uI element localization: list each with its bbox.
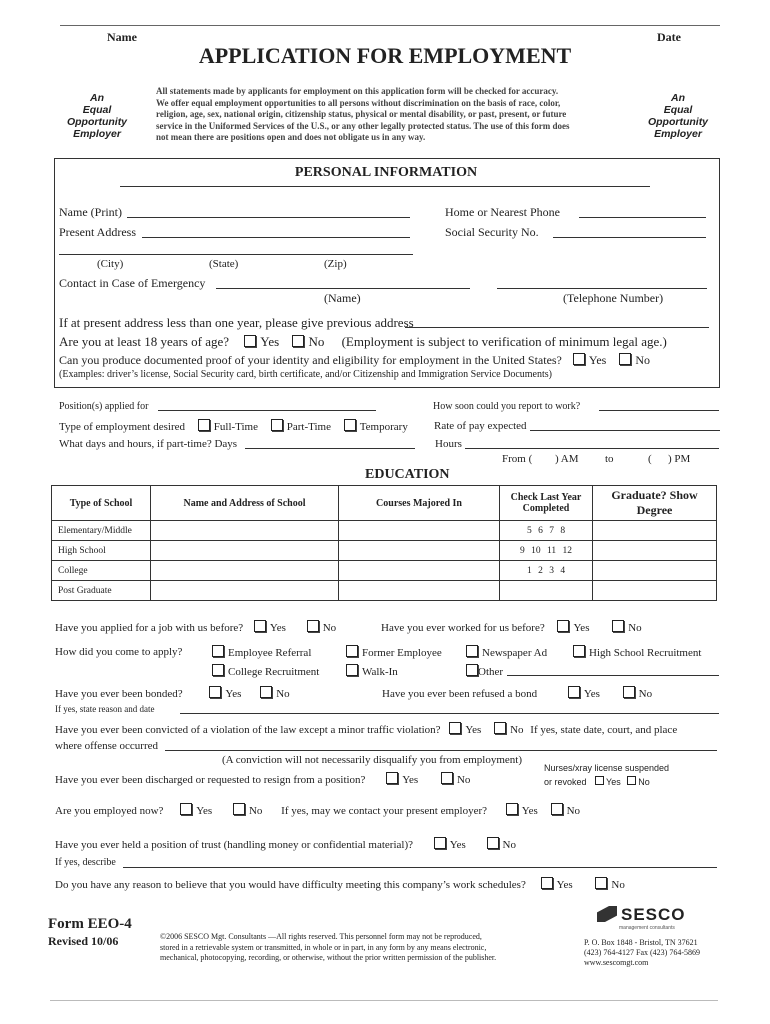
page-title: APPLICATION FOR EMPLOYMENT [198, 43, 572, 68]
employed-now-text: Are you employed now? [55, 805, 164, 817]
trust-yes[interactable]: Yes [434, 839, 466, 851]
col-last-year: Check Last Year Completed [500, 486, 593, 521]
applied-before-q [55, 620, 336, 634]
contact-employer-text: If yes, may we contact your present employer? [281, 805, 488, 817]
checkbox-icon [494, 722, 506, 734]
applied-yes[interactable]: Yes [254, 622, 286, 634]
conviction-note: (A conviction will not necessarily disqualify you from employment) [222, 754, 522, 766]
other-option[interactable]: Other [466, 664, 503, 678]
school-type: Elementary/Middle [52, 521, 151, 541]
checkbox-icon [441, 772, 453, 784]
emergency-label: Contact in Case of Emergency [59, 276, 206, 290]
age-question [59, 334, 667, 350]
years-cell[interactable]: 1 2 3 4 [500, 561, 593, 581]
checkbox-icon [292, 335, 304, 347]
eoe-right: An Equal Opportunity Employer [647, 92, 709, 140]
worked-before-text: Have you ever worked for us before? [381, 622, 545, 634]
report-label: How soon could you report to work? [433, 401, 581, 412]
to-label: to [605, 453, 614, 465]
emergency-name-sub: (Name) [324, 291, 361, 305]
courses-cell[interactable] [339, 521, 500, 541]
checkbox-icon [212, 645, 224, 657]
rate-label: Rate of pay expected [434, 420, 527, 432]
pm-open: ( [648, 453, 652, 465]
checkbox-icon [244, 335, 256, 347]
copyright-notice: ©2006 SESCO Mgt. Consultants —All rights reserved. This personnel form may not be reproduced, stored in a retrievable system or transmitted, in whole or in part, in any form by any means electronic, mechanical, photocopying, recording, or otherwise, without the prior written permission of the publisher. [160, 932, 497, 962]
checkbox-icon [254, 620, 266, 632]
checkbox-icon [344, 419, 356, 431]
applied-no[interactable]: No [307, 622, 336, 634]
employment-type [59, 419, 408, 433]
courses-cell[interactable] [339, 581, 500, 601]
degree-cell[interactable] [593, 581, 717, 601]
trust-no[interactable]: No [487, 839, 516, 851]
checkbox-icon [506, 803, 518, 815]
checkbox-icon [466, 664, 478, 676]
rate-field[interactable] [530, 430, 720, 431]
checkbox-icon [260, 686, 272, 698]
address-line-2[interactable] [59, 254, 413, 255]
nurses-note: Nurses/xray license suspended [544, 763, 670, 773]
ssn-field[interactable] [553, 237, 706, 238]
col-name-address: Name and Address of School [151, 486, 339, 521]
checkbox-icon [551, 803, 563, 815]
pm-label: ) PM [668, 453, 691, 465]
checkbox-icon [346, 645, 358, 657]
home-phone-field[interactable] [579, 217, 706, 218]
ssn-label: Social Security No. [445, 225, 539, 239]
top-rule [60, 25, 720, 26]
checkbox-icon [612, 620, 624, 632]
bottom-rule [50, 1000, 718, 1001]
school-name-cell[interactable] [151, 581, 339, 601]
city-label: (City) [97, 258, 124, 270]
col-type: Type of School [52, 486, 151, 521]
state-label: (State) [209, 258, 239, 270]
zip-label: (Zip) [324, 258, 347, 270]
if-yes-describe-label: If yes, describe [55, 857, 116, 868]
checkbox-icon [212, 664, 224, 676]
checkbox-icon [568, 686, 580, 698]
revised-date: Revised 10/06 [48, 934, 119, 948]
employee-referral-option[interactable]: Employee Referral [212, 645, 311, 659]
col-graduate: Graduate? Show Degree [593, 486, 717, 521]
company-address: P. O. Box 1848 - Bristol, TN 37621 (423) 764-4127 Fax (423) 764-5869 www.sescomgt.com [584, 938, 700, 967]
worked-yes[interactable]: Yes [557, 622, 589, 634]
difficulty-text: Do you have any reason to believe that you would have difficulty meeting this company’s work schedules? [55, 879, 526, 891]
checkbox-icon [198, 419, 210, 431]
position-label: Position(s) applied for [59, 401, 149, 412]
checkbox-icon [623, 686, 635, 698]
revoked-q [544, 776, 650, 787]
convicted-tail: If yes, state date, court, and place [530, 724, 678, 736]
employed-now-q [55, 803, 580, 817]
table-row [52, 561, 717, 581]
proof-question-text: Can you produce documented proof of your identity and eligibility for employment in the United States? [59, 353, 562, 367]
offense-label: where offense occurred [55, 740, 159, 752]
discharged-text: Have you ever been discharged or requested to resign from a position? [55, 774, 366, 786]
age-yes[interactable]: Yes [244, 334, 279, 349]
employment-type-label: Type of employment desired [59, 421, 186, 433]
checkbox-icon [434, 837, 446, 849]
logo-text: SESCO [621, 905, 686, 924]
degree-cell[interactable] [593, 561, 717, 581]
employed-no[interactable]: No [233, 805, 262, 817]
worked-no[interactable]: No [612, 622, 641, 634]
checkbox-icon [573, 645, 585, 657]
applied-before-text: Have you applied for a job with us before? [55, 622, 244, 634]
from-label: From ( [502, 453, 533, 465]
walk-in-option[interactable]: Walk-In [346, 664, 398, 678]
checkbox-icon [346, 664, 358, 676]
name-print-label: Name (Print) [59, 205, 122, 219]
prev-address-field[interactable] [405, 327, 709, 328]
checkbox-icon [271, 419, 283, 431]
position-field[interactable] [158, 410, 376, 411]
emergency-tel-sub: (Telephone Number) [563, 291, 664, 305]
table-row [52, 541, 717, 561]
degree-cell[interactable] [593, 521, 717, 541]
college-recruitment-option[interactable]: College Recruitment [212, 664, 319, 678]
sesco-logo [597, 905, 686, 931]
if-yes-bond-label: If yes, state reason and date [55, 704, 155, 714]
difficulty-yes[interactable]: Yes [541, 879, 573, 891]
school-name-cell[interactable] [151, 521, 339, 541]
part-time-option[interactable]: Part-Time [271, 421, 331, 433]
worked-before-q [381, 620, 642, 634]
name-label: Name [107, 30, 137, 44]
courses-cell[interactable] [339, 541, 500, 561]
school-name-cell[interactable] [151, 561, 339, 581]
days-label: What days and hours, if part-time? Days [59, 438, 238, 450]
courses-cell[interactable] [339, 561, 500, 581]
refused-no[interactable]: No [623, 688, 652, 700]
refused-yes[interactable]: Yes [568, 688, 600, 700]
employed-yes[interactable]: Yes [180, 805, 212, 817]
years-cell[interactable] [500, 581, 593, 601]
personal-heading: PERSONAL INFORMATION [294, 165, 478, 180]
table-row [52, 521, 717, 541]
form-number: Form EEO-4 [48, 916, 132, 932]
convicted-q [55, 722, 677, 736]
proof-question [59, 353, 650, 368]
degree-cell[interactable] [593, 541, 717, 561]
trust-text: Have you ever held a position of trust (handling money or confidential material)? [55, 839, 413, 851]
proof-yes[interactable]: Yes [573, 353, 606, 367]
checkbox-icon [386, 772, 398, 784]
checkbox-icon [449, 722, 461, 734]
discharged-yes[interactable]: Yes [386, 774, 418, 786]
refused-bond-text: Have you ever been refused a bond [382, 688, 538, 700]
checkbox-icon [619, 353, 631, 365]
difficulty-no[interactable]: No [595, 879, 624, 891]
convicted-no[interactable]: No [494, 724, 523, 736]
table-row [52, 581, 717, 601]
contact-no[interactable]: No [551, 805, 580, 817]
checkbox-icon [573, 353, 585, 365]
bonded-q [55, 686, 290, 700]
discharged-q [55, 772, 470, 786]
newspaper-ad-option[interactable]: Newspaper Ad [466, 645, 547, 659]
school-type: Post Graduate [52, 581, 151, 601]
school-type: College [52, 561, 151, 581]
education-heading: EDUCATION [365, 467, 450, 482]
bond-reason-field[interactable] [180, 713, 719, 714]
revoked-yes[interactable]: Yes [595, 777, 621, 787]
logo-subtext: management consultants [619, 925, 675, 931]
logo-mark-icon [597, 906, 617, 922]
emergency-phone-field[interactable] [497, 288, 707, 289]
discharged-no[interactable]: No [441, 774, 470, 786]
bonded-text: Have you ever been bonded? [55, 688, 183, 700]
education-table [51, 485, 717, 601]
refused-bond-q [382, 686, 652, 700]
checkbox-icon [595, 776, 604, 785]
checkbox-icon [180, 803, 192, 815]
convicted-text: Have you ever been convicted of a violation of the law except a minor traffic violation? [55, 724, 441, 736]
full-time-option[interactable]: Full-Time [198, 421, 258, 433]
school-name-cell[interactable] [151, 541, 339, 561]
home-phone-label: Home or Nearest Phone [445, 205, 560, 219]
checkbox-icon [233, 803, 245, 815]
days-field[interactable] [245, 448, 415, 449]
hours-field[interactable] [465, 448, 719, 449]
checkbox-icon [307, 620, 319, 632]
checkbox-icon [541, 877, 553, 889]
age-question-text: Are you at least 18 years of age? [59, 334, 230, 349]
checkbox-icon [595, 877, 607, 889]
bonded-yes[interactable]: Yes [209, 688, 241, 700]
trust-q [55, 837, 516, 851]
proof-examples: (Examples: driver’s license, Social Security card, birth certificate, and/or Citizenship and Immigration Service Documents) [59, 369, 552, 380]
checkbox-icon [209, 686, 221, 698]
prev-address-label: If at present address less than one year, please give previous address [59, 315, 414, 330]
revoked-text: or revoked [544, 777, 587, 787]
checkbox-icon [487, 837, 499, 849]
eeo-statement: All statements made by applicants for employment on this application form will be checked for accuracy. We offer equal employment opportunities to all persons without discrimination on the basis of race, color, religion, age, sex, national origin, citizenship status, physical or mental disability, or past, present, or future service in the Uniformed Services of the U.S., or any other legally protected status. The use of this form does not mean there are positions open and does not obligate us in any way. [156, 86, 570, 142]
report-field[interactable] [599, 410, 719, 411]
proof-no[interactable]: No [619, 353, 650, 367]
years-cell[interactable]: 5 6 7 8 [500, 521, 593, 541]
convicted-yes[interactable]: Yes [449, 724, 481, 736]
checkbox-icon [627, 776, 636, 785]
hs-recruitment-option[interactable]: High School Recruitment [573, 645, 701, 659]
col-courses: Courses Majored In [339, 486, 500, 521]
bonded-no[interactable]: No [260, 688, 289, 700]
checkbox-icon [557, 620, 569, 632]
name-print-field[interactable] [127, 217, 410, 218]
age-note: (Employment is subject to verification of minimum legal age.) [341, 334, 667, 349]
describe-field[interactable] [123, 867, 717, 868]
date-label: Date [657, 30, 681, 44]
difficulty-q [55, 877, 625, 891]
revoked-no[interactable]: No [627, 777, 650, 787]
present-address-field[interactable] [142, 237, 410, 238]
former-employee-option[interactable]: Former Employee [346, 645, 442, 659]
eoe-left: An Equal Opportunity Employer [66, 92, 128, 140]
present-address-label: Present Address [59, 225, 136, 239]
other-field[interactable] [507, 675, 719, 676]
contact-yes[interactable]: Yes [506, 805, 538, 817]
checkbox-icon [466, 645, 478, 657]
heading-rule [120, 186, 650, 187]
emergency-name-field[interactable] [216, 288, 470, 289]
temporary-option[interactable]: Temporary [344, 421, 408, 433]
how-came-label: How did you come to apply? [55, 646, 183, 658]
age-no[interactable]: No [292, 334, 324, 349]
am-label: ) AM [555, 453, 579, 465]
hours-label: Hours [435, 438, 462, 450]
school-type: High School [52, 541, 151, 561]
years-cell[interactable]: 9 10 11 12 [500, 541, 593, 561]
offense-field[interactable] [165, 750, 717, 751]
